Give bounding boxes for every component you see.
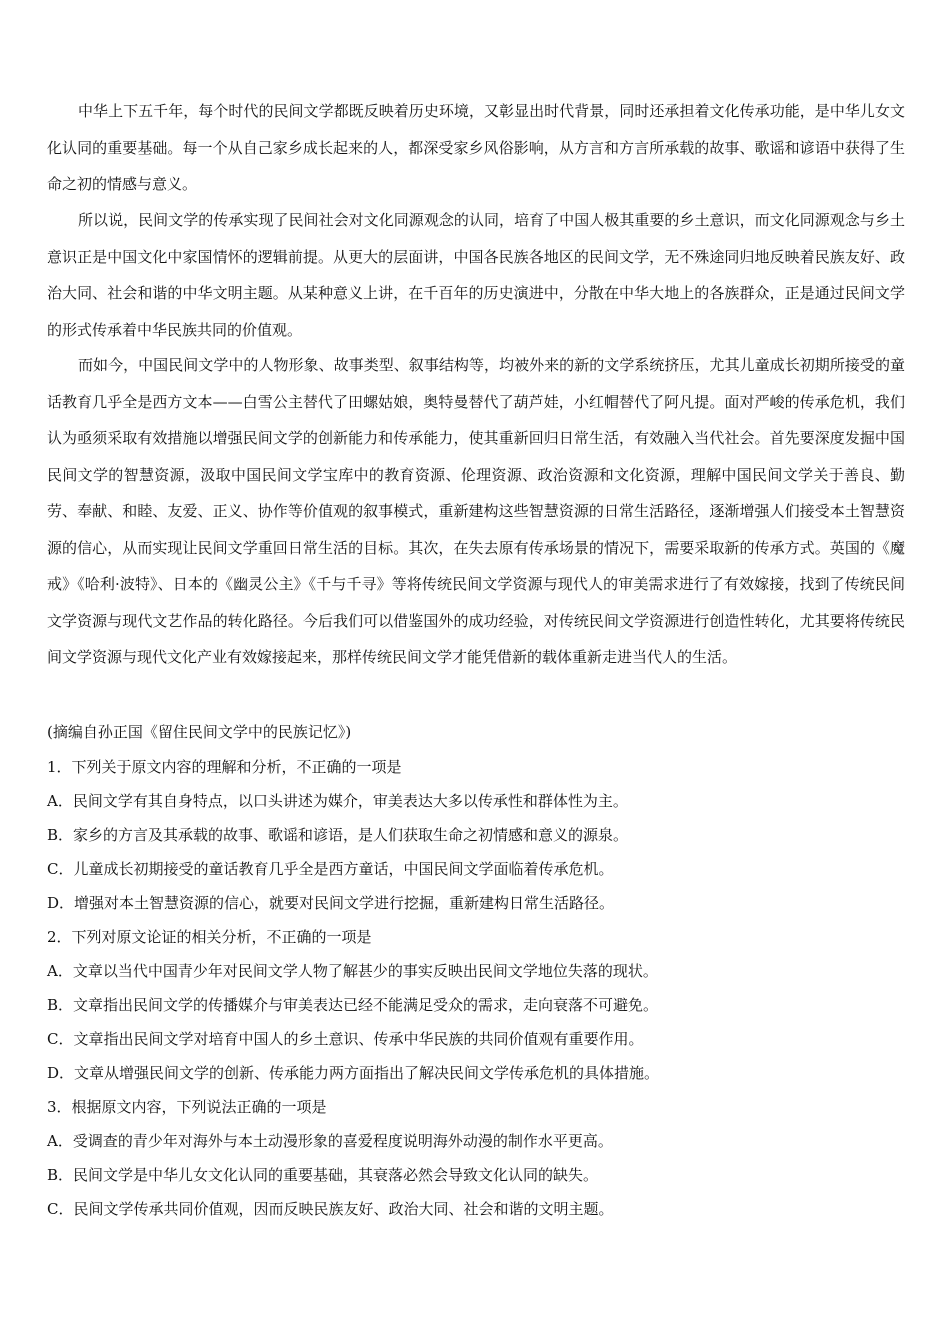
question-3-option-c: C．民间文学传承共同价值观，因而反映民族友好、政治大同、社会和谐的文明主题。 <box>47 1200 614 1218</box>
question-3-option-b: B．民间文学是中华儿女文化认同的重要基础，其衰落必然会导致文化认同的缺失。 <box>47 1166 599 1184</box>
passage-paragraph-1: 中华上下五千年，每个时代的民间文学都既反映着历史环境，又彰显出时代背景，同时还承担着文化传承功能，是中华儿女文化认同的重要基础。每一个从自己家乡成长起来的人，都深受家乡风俗影响，从方言和方言所承载的故事、歌谣和谚语中获得了生命之初的情感与意义。 <box>47 102 905 193</box>
question-3-stem: 3．根据原文内容，下列说法正确的一项是 <box>47 1098 327 1116</box>
question-1-stem: 1．下列关于原文内容的理解和分析，不正确的一项是 <box>47 758 402 776</box>
question-2-option-d: D．文章从增强民间文学的创新、传承能力两方面指出了解决民间文学传承危机的具体措施。 <box>47 1064 660 1082</box>
passage-paragraph-2: 所以说，民间文学的传承实现了民间社会对文化同源观念的认同，培育了中国人极其重要的乡土意识，而文化同源观念与乡土意识正是中国文化中家国情怀的逻辑前提。从更大的层面讲，中国各民族各地区的民间文学，无不殊途同归地反映着民族友好、政治大同、社会和谐的中华文明主题。从某种意义上讲，在千百年的历史演进中，分散在中华大地上的各族群众，正是通过民间文学的形式传承着中华民族共同的价值观。 <box>47 211 905 339</box>
question-2-stem: 2．下列对原文论证的相关分析，不正确的一项是 <box>47 928 372 946</box>
question-1-option-d: D．增强对本土智慧资源的信心，就要对民间文学进行挖掘，重新建构日常生活路径。 <box>47 894 615 912</box>
question-1-option-a: A．民间文学有其自身特点，以口头讲述为媒介，审美表达大多以传承性和群体性为主。 <box>47 792 628 810</box>
passage-paragraph-3: 而如今，中国民间文学中的人物形象、故事类型、叙事结构等，均被外来的新的文学系统挤压，尤其儿童成长初期所接受的童话教育几乎全是西方文本——白雪公主替代了田螺姑娘，奥特曼替代了葫芦娃，小红帽替代了阿凡提。面对严峻的传承危机，我们认为亟须采取有效措施以增强民间文学的创新能力和传承能力，使其重新回归日常生活，有效融入当代社会。首先要深度发掘中国民间文学的智慧资源，汲取中国民间文学宝库中的教育资源、伦理资源、政治资源和文化资源，理解中国民间文学关于善良、勤劳、奉献、和睦、友爱、正义、协作等价值观的叙事模式，重新建构这些智慧资源的日常生活路径，逐渐增强人们接受本土智慧资源的信心，从而实现让民间文学重回日常生活的目标。其次，在失去原有传承场景的情况下，需要采取新的传承方式。英国的《魔戒》《哈利·波特》、日本的《幽灵公主》《千与千寻》等将传统民间文学资源与现代人的审美需求进行了有效嫁接，找到了传统民间文学资源与现代文艺作品的转化路径。今后我们可以借鉴国外的成功经验，对传统民间文学资源进行创造性转化，尤其要将传统民间文学资源与现代文化产业有效嫁接起来，那样传统民间文学才能凭借新的载体重新走进当代人的生活。 <box>47 356 905 666</box>
question-1-option-b: B．家乡的方言及其承载的故事、歌谣和谚语，是人们获取生命之初情感和意义的源泉。 <box>47 826 629 844</box>
question-1-option-c: C．儿童成长初期接受的童话教育几乎全是西方童话，中国民间文学面临着传承危机。 <box>47 860 614 878</box>
question-2-option-b: B．文章指出民间文学的传播媒介与审美表达已经不能满足受众的需求，走向衰落不可避免。 <box>47 996 659 1014</box>
question-2-option-c: C．文章指出民间文学对培育中国人的乡土意识、传承中华民族的共同价值观有重要作用。 <box>47 1030 644 1048</box>
passage-source: (摘编自孙正国《留住民间文学中的民族记忆》) <box>47 723 352 741</box>
question-3-option-a: A．受调查的青少年对海外与本土动漫形象的喜爱程度说明海外动漫的制作水平更高。 <box>47 1132 613 1150</box>
question-2-option-a: A．文章以当代中国青少年对民间文学人物了解甚少的事实反映出民间文学地位失落的现状。 <box>47 962 658 980</box>
